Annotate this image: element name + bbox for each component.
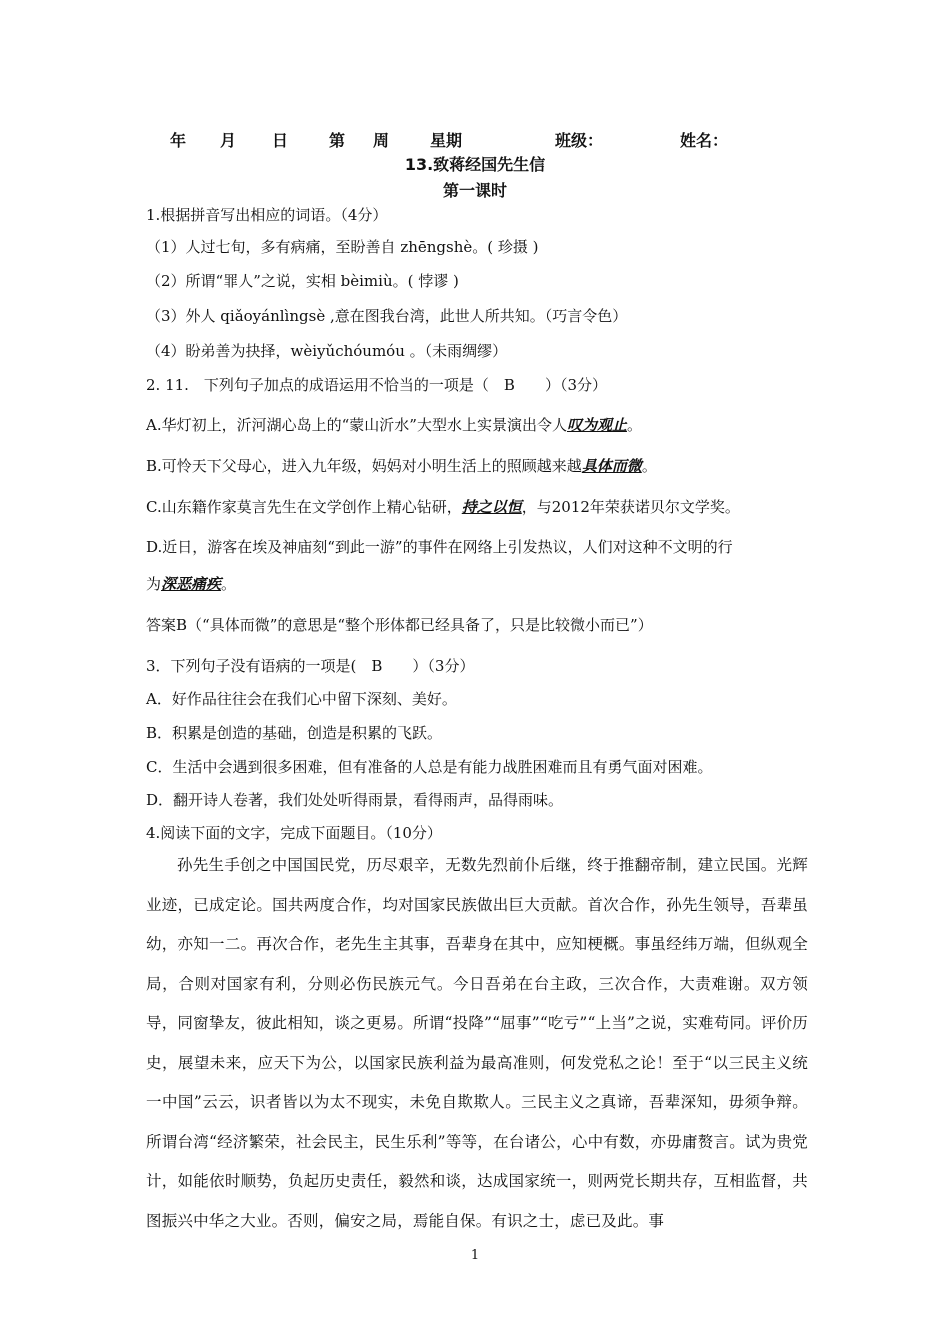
q2-a-text: A.华灯初上，沂河湖心岛上的“蒙山沂水”大型水上实景演出令人	[146, 416, 567, 434]
q4-passage: 孙先生手创之中国国民党，历尽艰辛，无数先烈前仆后继，终于推翻帝制，建立民国。光辉业迹，已成定论。国共两度合作，均对国家民族做出巨大贡献。首次合作，孙先生领导，吾辈虽幼，亦知一二。再次合作，老先生主其事，吾辈身在其中，应知梗概。事虽经纬万端，但纵观全局，合则对国家有利，分则必伤民族元气。今日吾弟在台主政，三次合作，大责难谢。双方领导，同窗挚友，彼此相知，谈之更易。所谓“投降”“屈事”“吃亏”“上当”之说，实难苟同。评价历史，展望未来，应天下为公，以国家民族利益为最高准则，何发党私之论！至于“以三民主义统一中国”云云，识者皆以为太不现实，未免自欺欺人。三民主义之真谛，吾辈深知，毋须争辩。所谓台湾“经济繁荣，社会民主，民生乐利”等等，在台诸公，心中有数，亦毋庸赘言。试为贵党计，如能依时顺势，负起历史责任，毅然和谈，达成国家统一，则两党长期共存，互相监督，共图振兴中华之大业。否则，偏安之局，焉能自保。有识之士，虑已及此。事	[146, 856, 808, 1230]
q1-item-2: （2）所谓“罪人”之说，实相 bèimiù。( 悖谬 )	[146, 272, 459, 290]
q2-b-text: B.可怜天下父母心，进入九年级，妈妈对小明生活上的照顾越来越	[146, 457, 582, 475]
header-weekday: 星期	[430, 131, 463, 150]
header-class-label: 班级：	[555, 131, 604, 150]
header-name-label: 姓名：	[680, 131, 729, 150]
q2-option-c	[146, 496, 740, 517]
lesson-subtitle: 第一课时	[442, 181, 507, 200]
q2-c-end: ，与2012年荣获诺贝尔文学奖。	[521, 498, 740, 516]
q2-option-d-line2	[146, 573, 236, 594]
header-di: 第	[329, 131, 346, 150]
lesson-title: 13.致蒋经国先生信	[404, 155, 546, 174]
q2-b-end: 。	[641, 457, 657, 475]
q2-d-end: 。	[221, 575, 237, 593]
header-month: 月	[220, 131, 237, 150]
q2-c-idiom: 持之以恒	[461, 498, 522, 516]
q2-d-idiom: 深恶痛疾	[161, 575, 222, 593]
q1-item-3: （3）外人 qiǎoyánlìngsè ,意在图我台湾，此世人所共知。（巧言令色）	[146, 307, 628, 325]
q2-b-idiom: 具体而微	[581, 457, 642, 475]
q1-item-1: （1）人过七旬，多有病痛，至盼善自 zhēngshè。( 珍摄 )	[146, 238, 539, 256]
header-year: 年	[170, 131, 187, 150]
q3-option-c: C．生活中会遇到很多困难，但有准备的人总是有能力战胜困难而且有勇气面对困难。	[146, 758, 713, 776]
q3-stem: 3．下列句子没有语病的一项是( B ）（3分）	[146, 657, 475, 675]
q2-c-text: C.山东籍作家莫言先生在文学创作上精心钻研，	[146, 498, 462, 516]
q2-answer: 答案B（“具体而微”的意思是“整个形体都已经具备了，只是比较微小而已”）	[146, 616, 653, 634]
page-number: 1	[470, 1248, 480, 1263]
q3-option-b: B．积累是创造的基础，创造是积累的飞跃。	[146, 724, 443, 742]
q3-option-d: D．翻开诗人卷著，我们处处听得雨景，看得雨声，品得雨味。	[146, 791, 564, 809]
q2-stem: 2. 11. 下列句子加点的成语运用不恰当的一项是（ B ）（3分）	[146, 376, 608, 394]
q1-item-4: （4）盼弟善为抉择，wèiyǔchóumóu 。（未雨绸缪）	[146, 342, 508, 360]
header-day: 日	[272, 131, 289, 150]
q3-option-a: A．好作品往往会在我们心中留下深刻、美好。	[146, 690, 457, 708]
q2-d-text: 为	[146, 575, 162, 593]
q2-option-d-line1: D.近日，游客在埃及神庙刻“到此一游”的事件在网络上引发热议，人们对这种不文明的行	[146, 538, 733, 556]
q4-stem: 4.阅读下面的文字，完成下面题目。（10分）	[146, 824, 442, 842]
q2-a-end: 。	[626, 416, 642, 434]
header-zhou: 周	[373, 131, 390, 150]
q2-a-idiom: 叹为观止	[566, 416, 627, 434]
q2-option-a	[146, 414, 642, 435]
q1-stem: 1.根据拼音写出相应的词语。（4分）	[146, 206, 388, 224]
q2-option-b	[146, 455, 657, 476]
